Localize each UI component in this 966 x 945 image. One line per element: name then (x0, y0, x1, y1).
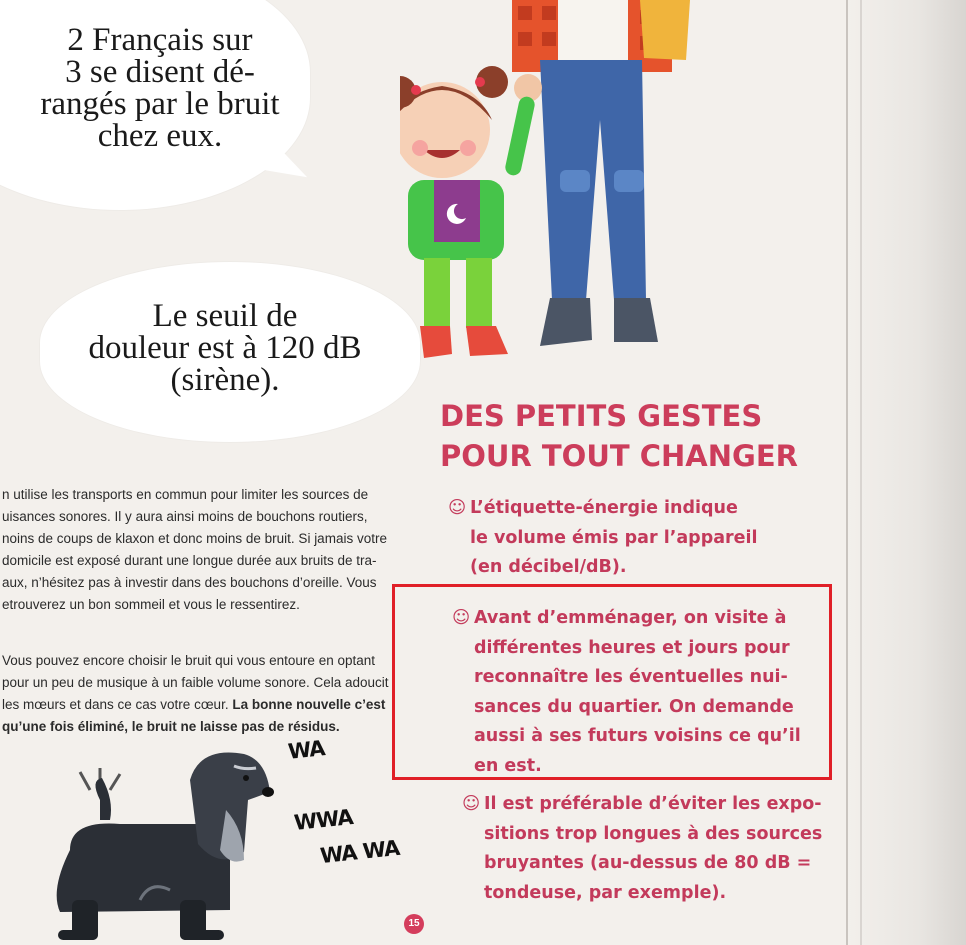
smiley-icon: ☺ (462, 794, 481, 814)
text-segment: les mœurs et dans ce cas votre cœur. (2, 697, 229, 712)
text-line: etrouverez un bon sommeil et vous le ressentirez. (2, 597, 300, 612)
tips-heading (440, 396, 798, 476)
tip-line: (en décibel/dB). (470, 557, 627, 577)
dog-bark-text: WWA (292, 805, 354, 835)
dog-bark-text: WA (286, 736, 326, 764)
tip-line: reconnaître les éventuelles nui- (474, 667, 788, 687)
text-line: Vous pouvez encore choisir le bruit qui vous entoure en optant (2, 653, 375, 668)
heading-line: POUR TOUT CHANGER (440, 439, 798, 473)
text-line (2, 694, 432, 716)
text-line: domicile est exposé durant une longue durée aux bruits de tra- (2, 553, 377, 568)
tip-line: le volume émis par l’appareil (470, 527, 758, 548)
heading-line: DES PETITS GESTES (440, 399, 763, 433)
bold-text: La bonne nouvelle c’est (232, 697, 386, 712)
dog-illustration (30, 740, 290, 945)
tip-item-3 (462, 790, 823, 908)
article-paragraph-2 (2, 650, 432, 738)
tip-line: différentes heures et jours pour (474, 637, 790, 658)
page-edge-line (860, 0, 862, 945)
article-paragraph-1 (2, 484, 412, 616)
text-line (2, 716, 432, 738)
bubble-stat-text: 2 Français sur 3 se disent dé- rangés par le bruit chez eux. (40, 22, 280, 154)
tip-line: L’étiquette-énergie indique (470, 498, 738, 518)
family-illustration (400, 0, 720, 370)
bubble-threshold-text: Le seuil de douleur est à 120 dB (sirène). (88, 298, 362, 398)
highlight-box (392, 584, 832, 780)
text-line: pour un peu de musique à un faible volume sonore. Cela adoucit (2, 675, 389, 690)
smiley-icon: ☺ (448, 498, 467, 518)
page-edge-line (846, 0, 848, 945)
tip-line: tondeuse, par exemple). (484, 882, 727, 903)
text-line: noins de coups de klaxon et donc moins de bruit. Si jamais votre (2, 531, 387, 546)
text-line: uisances sonores. Il y aura ainsi moins de bouchons routiers, (2, 509, 368, 524)
tip-line: Avant d’emménager, on visite à (474, 608, 787, 628)
dog-bark-text: WA WA (318, 835, 401, 869)
text-line: n utilise les transports en commun pour limiter les sources de (2, 487, 369, 502)
tip-item-1 (448, 494, 758, 583)
bold-text: qu’une fois éliminé, le bruit ne laisse pas de résidus. (2, 719, 340, 734)
text-line: aux, n’hésitez pas à investir dans des bouchons d’oreille. Vous (2, 575, 377, 590)
tip-line: sances du quartier. On demande (474, 696, 794, 717)
page-gutter-shadow (846, 0, 966, 945)
page-number: 15 (404, 914, 424, 934)
tip-line: sitions trop longues à des sources (484, 823, 823, 844)
tip-line: en est. (474, 755, 542, 776)
tip-line: Il est préférable d’éviter les expo- (484, 794, 822, 814)
tip-line: bruyantes (au-dessus de 80 dB = (484, 853, 812, 873)
tip-line: aussi à ses futurs voisins ce qu’il (474, 726, 801, 746)
smiley-icon: ☺ (452, 608, 471, 628)
